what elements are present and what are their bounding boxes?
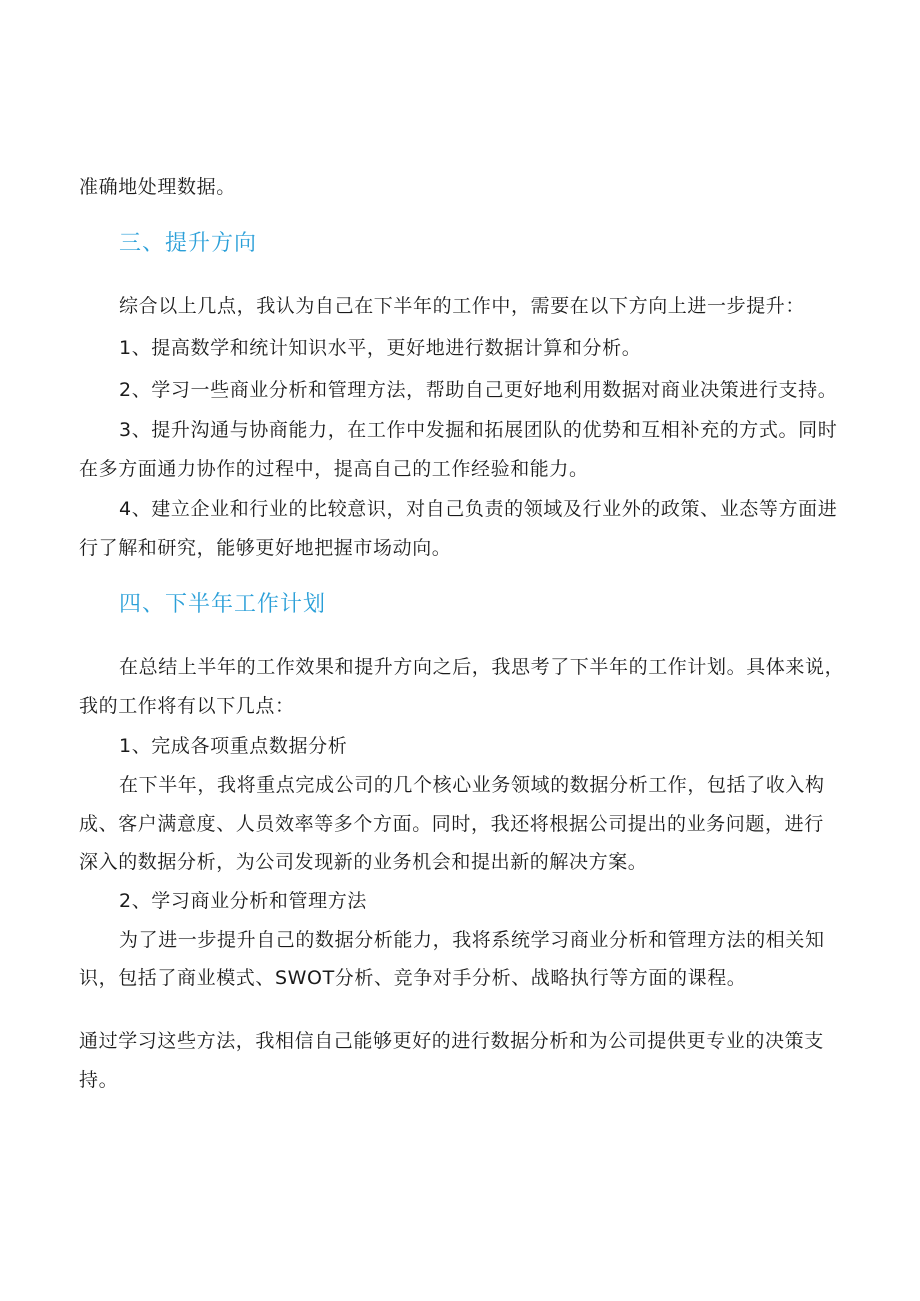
list-item-3: 3、提升沟通与协商能力，在工作中发掘和拓展团队的优势和互相补充的方式。同时 [119, 419, 838, 441]
plan-item-1-text-continued: 成、客户满意度、人员效率等多个方面。同时，我还将根据公司提出的业务问题，进行 [79, 813, 824, 835]
paragraph-plan-intro: 在总结上半年的工作效果和提升方向之后，我思考了下半年的工作计划。具体来说， [119, 656, 845, 678]
closing-paragraph-end: 持。 [79, 1069, 119, 1091]
plan-item-1-text-end: 深入的数据分析，为公司发现新的业务机会和提出新的解决方案。 [79, 851, 648, 873]
paragraph-intro: 综合以上几点，我认为自己在下半年的工作中，需要在以下方向上进一步提升： [119, 295, 806, 317]
list-item-3-continued: 在多方面通力协作的过程中，提高自己的工作经验和能力。 [79, 458, 589, 480]
paragraph-plan-intro-continued: 我的工作将有以下几点： [79, 695, 295, 717]
list-item-4-continued: 行了解和研究，能够更好地把握市场动向。 [79, 537, 452, 559]
list-item-1: 1、提高数学和统计知识水平，更好地进行数据计算和分析。 [119, 337, 642, 359]
plan-item-1-title: 1、完成各项重点数据分析 [119, 735, 348, 757]
closing-paragraph: 通过学习这些方法，我相信自己能够更好的进行数据分析和为公司提供更专业的决策支 [79, 1030, 824, 1052]
plan-item-2-text: 为了进一步提升自己的数据分析能力，我将系统学习商业分析和管理方法的相关知 [119, 929, 825, 951]
plan-item-2-text-continued: 识，包括了商业模式、SWOT分析、竞争对手分析、战略执行等方面的课程。 [79, 967, 747, 989]
carryover-text: 准确地处理数据。 [79, 176, 236, 198]
plan-item-2-title: 2、学习商业分析和管理方法 [119, 890, 367, 912]
plan-item-1-text: 在下半年，我将重点完成公司的几个核心业务领域的数据分析工作，包括了收入构 [119, 774, 825, 796]
section-heading-improvement: 三、提升方向 [119, 231, 258, 256]
section-heading-plan: 四、下半年工作计划 [119, 592, 327, 617]
list-item-4: 4、建立企业和行业的比较意识，对自己负责的领域及行业外的政策、业态等方面进 [119, 498, 838, 520]
list-item-2: 2、学习一些商业分析和管理方法，帮助自己更好地利用数据对商业决策进行支持。 [119, 379, 838, 401]
